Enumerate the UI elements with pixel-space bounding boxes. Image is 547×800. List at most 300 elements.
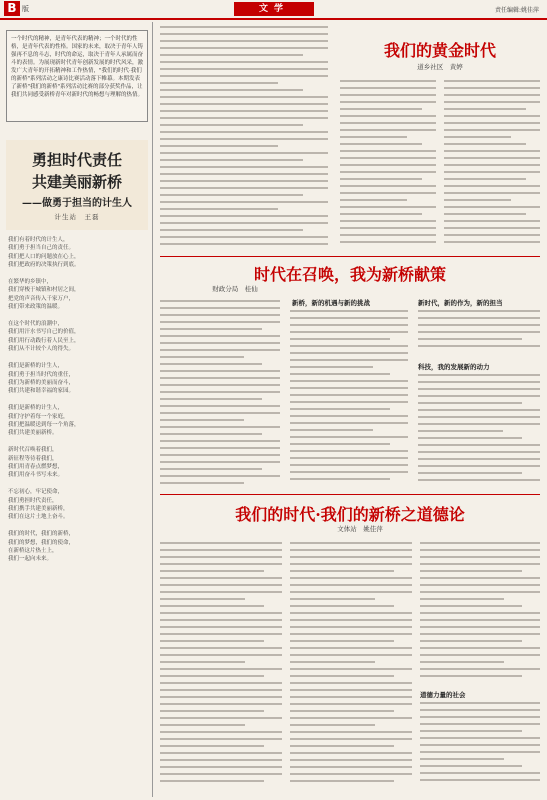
text-line: [420, 737, 540, 739]
text-line: [420, 563, 540, 565]
text-line: [340, 227, 436, 229]
text-line: [160, 26, 328, 28]
text-line: [340, 143, 422, 145]
text-line: [160, 584, 282, 586]
text-line: [418, 423, 540, 425]
text-line: [340, 157, 436, 159]
article-body-text: [340, 80, 436, 254]
text-line: [160, 208, 278, 210]
text-line: [290, 738, 412, 740]
text-line: [160, 752, 282, 754]
text-line: [290, 696, 412, 698]
text-line: [290, 619, 412, 621]
text-line: [290, 668, 412, 670]
page-label: 版: [22, 5, 29, 13]
text-line: [420, 549, 540, 551]
text-line: [160, 766, 282, 768]
text-line: [290, 570, 394, 572]
text-line: [290, 387, 408, 389]
text-line: [160, 370, 280, 372]
text-line: [290, 401, 408, 403]
article-body-text: [420, 702, 540, 792]
article-body-text: [420, 542, 540, 682]
text-line: [420, 626, 540, 628]
text-line: [444, 227, 540, 229]
text-line: [290, 317, 408, 319]
section-divider: [160, 256, 540, 257]
poem-line: 在新桥这片热土上，: [8, 548, 58, 555]
text-line: [290, 408, 390, 410]
text-line: [160, 68, 328, 70]
text-line: [160, 356, 244, 358]
poem-line: 我们把人口的问题放在心上，: [8, 253, 80, 260]
header-rule: [0, 18, 547, 20]
text-line: [160, 405, 280, 407]
text-line: [160, 173, 328, 175]
text-line: [340, 192, 436, 194]
text-line: [160, 243, 328, 245]
text-line: [290, 429, 373, 431]
poem-line: 我们的时代，我们的新桥，: [8, 531, 75, 538]
text-line: [290, 612, 412, 614]
text-line: [444, 241, 540, 243]
text-line: [160, 363, 262, 365]
text-line: [340, 164, 436, 166]
text-line: [160, 384, 280, 386]
text-line: [340, 108, 422, 110]
text-line: [160, 724, 245, 726]
text-line: [290, 359, 408, 361]
text-line: [290, 703, 412, 705]
poem-subtitle: ——做勇于担当的计生人: [22, 198, 132, 209]
text-line: [290, 633, 412, 635]
poem-line: 我们带来政策的温暖。: [8, 304, 64, 311]
poem-line: [8, 396, 146, 404]
text-line: [290, 450, 408, 452]
poem-line: 我们是新桥的计生人，: [8, 363, 64, 370]
poem-line: 我们勇于担当时代的重任，: [8, 371, 75, 378]
article3-subhead-1: 道德力量的社会: [420, 691, 466, 699]
poem-line: 我们用奋斗书写未来。: [8, 472, 64, 479]
text-line: [160, 598, 245, 600]
text-line: [160, 236, 328, 238]
text-line: [160, 194, 303, 196]
text-line: [418, 416, 540, 418]
text-line: [444, 108, 526, 110]
article-body-text: [160, 26, 328, 254]
text-line: [420, 730, 522, 732]
text-line: [340, 234, 436, 236]
text-line: [160, 619, 282, 621]
text-line: [290, 752, 412, 754]
text-line: [160, 391, 280, 393]
text-line: [160, 647, 282, 649]
text-line: [444, 164, 540, 166]
text-line: [418, 331, 540, 333]
text-line: [160, 54, 303, 56]
text-line: [418, 479, 540, 481]
text-line: [160, 461, 280, 463]
text-line: [160, 82, 278, 84]
text-line: [340, 136, 407, 138]
text-line: [418, 317, 540, 319]
text-line: [160, 335, 280, 337]
text-line: [160, 131, 328, 133]
article-body-text: [290, 310, 408, 490]
text-line: [418, 451, 540, 453]
text-line: [160, 328, 262, 330]
text-line: [418, 430, 503, 432]
text-line: [290, 731, 412, 733]
article-body-text: [418, 310, 540, 354]
text-line: [420, 765, 522, 767]
text-line: [160, 738, 282, 740]
text-line: [160, 152, 328, 154]
text-line: [340, 185, 436, 187]
text-line: [290, 345, 408, 347]
text-line: [290, 766, 412, 768]
poem-line: 我们守护着每一个家庭，: [8, 413, 69, 420]
text-line: [160, 570, 264, 572]
text-line: [418, 409, 540, 411]
text-line: [420, 702, 540, 704]
poem-line: 我们有着时代的计生人，: [8, 237, 69, 243]
text-line: [290, 654, 412, 656]
text-line: [290, 366, 373, 368]
text-line: [420, 570, 522, 572]
text-line: [420, 591, 540, 593]
text-line: [160, 773, 282, 775]
text-line: [290, 717, 412, 719]
text-line: [160, 124, 303, 126]
text-line: [160, 349, 280, 351]
text-line: [160, 577, 282, 579]
text-line: [160, 675, 264, 677]
text-line: [160, 542, 282, 544]
text-line: [420, 647, 540, 649]
article2-subhead-1: 新桥，新的机遇与新的挑战: [292, 299, 370, 307]
poem-line: 我们从不计较个人的得失。: [8, 346, 75, 353]
text-line: [444, 129, 540, 131]
article-body-text: [160, 300, 280, 490]
article2-subhead-3: 科技，我的发展新的动力: [418, 363, 490, 371]
text-line: [160, 201, 328, 203]
article1-title: 我们的黄金时代: [383, 41, 496, 60]
article-body-text: [160, 542, 282, 792]
text-line: [160, 640, 264, 642]
text-line: [420, 556, 540, 558]
text-line: [418, 402, 522, 404]
text-line: [160, 110, 328, 112]
text-line: [290, 380, 408, 382]
text-line: [290, 759, 412, 761]
article2-subhead-2: 新时代，新的作为，新的担当: [418, 299, 503, 307]
article2-title: 时代在召唤，我为新桥献策: [253, 265, 446, 284]
text-line: [290, 394, 408, 396]
text-line: [420, 598, 504, 600]
poem-body: [8, 236, 146, 791]
text-line: [160, 89, 303, 91]
text-line: [418, 465, 540, 467]
text-line: [418, 338, 522, 340]
text-line: [444, 206, 540, 208]
poem-line: 我们是新桥的计生人，: [8, 405, 64, 412]
text-line: [420, 675, 522, 677]
text-line: [290, 352, 408, 354]
text-line: [290, 310, 408, 312]
text-line: [290, 724, 375, 726]
text-line: [160, 710, 264, 712]
text-line: [420, 723, 540, 725]
poem-line: 我们用汗水书写自己的价值，: [8, 329, 80, 336]
page-header: [0, 0, 547, 18]
text-line: [160, 661, 245, 663]
text-line: [160, 468, 262, 470]
text-line: [290, 605, 394, 607]
text-line: [420, 633, 540, 635]
page-number-badge: B: [4, 1, 20, 16]
text-line: [444, 178, 526, 180]
text-line: [160, 103, 328, 105]
text-line: [290, 471, 408, 473]
text-line: [444, 185, 540, 187]
text-line: [160, 307, 280, 309]
poem-line: 我们共建和谐幸福的家园。: [8, 388, 75, 395]
text-line: [290, 563, 412, 565]
text-line: [160, 563, 282, 565]
text-line: [418, 381, 540, 383]
text-line: [444, 192, 540, 194]
text-line: [444, 150, 540, 152]
text-line: [160, 75, 328, 77]
text-line: [160, 626, 282, 628]
text-line: [160, 321, 280, 323]
text-line: [444, 157, 540, 159]
text-line: [340, 115, 436, 117]
text-line: [160, 166, 328, 168]
text-line: [420, 640, 522, 642]
text-line: [290, 577, 412, 579]
text-line: [160, 717, 282, 719]
text-line: [340, 87, 436, 89]
text-line: [160, 482, 244, 484]
text-line: [290, 415, 408, 417]
poem-title-line1: 勇担时代责任: [31, 151, 122, 169]
poem-line: 在繁华的乡镇中，: [8, 279, 53, 286]
poem-line: [8, 312, 146, 320]
text-line: [160, 703, 282, 705]
text-line: [420, 661, 504, 663]
text-line: [160, 682, 282, 684]
article-body-text: [444, 80, 540, 254]
text-line: [160, 377, 280, 379]
poem-author: 计生站 王磊: [54, 213, 100, 221]
text-line: [340, 199, 407, 201]
text-line: [160, 633, 282, 635]
text-line: [420, 772, 540, 774]
text-line: [290, 675, 394, 677]
text-line: [444, 220, 540, 222]
text-line: [420, 779, 540, 781]
text-line: [160, 314, 280, 316]
text-line: [420, 584, 540, 586]
text-line: [340, 220, 436, 222]
text-line: [160, 759, 282, 761]
poem-line: 不忘初心，牢记使命，: [8, 489, 64, 496]
text-line: [444, 213, 526, 215]
text-line: [420, 619, 540, 621]
text-line: [290, 584, 412, 586]
text-line: [444, 143, 526, 145]
text-line: [160, 447, 280, 449]
text-line: [420, 709, 540, 711]
text-line: [444, 234, 540, 236]
text-line: [160, 138, 328, 140]
poem-line: [8, 480, 146, 488]
poem-title-block: [6, 140, 148, 230]
text-line: [290, 331, 408, 333]
text-line: [160, 47, 328, 49]
text-line: [340, 241, 436, 243]
poem-line: 我们共建美丽新桥。: [8, 430, 58, 437]
text-line: [444, 171, 540, 173]
text-line: [420, 668, 540, 670]
poem-line: [8, 438, 146, 446]
text-line: [444, 94, 540, 96]
poem-line: 新征程等待着我们，: [8, 455, 58, 462]
text-line: [420, 758, 504, 760]
poem-line: 我们勇担时代责任，: [8, 497, 58, 504]
text-line: [290, 556, 412, 558]
text-line: [340, 94, 436, 96]
text-line: [340, 122, 436, 124]
text-line: [160, 440, 280, 442]
article3-title: 我们的时代·我们的新桥之道德论: [235, 505, 465, 524]
article2-byline: 财政分局 桂仙: [212, 285, 258, 293]
text-line: [290, 324, 408, 326]
poem-line: 我们勇于担当自己的责任。: [8, 245, 75, 252]
poem-line: 我们一起向未来。: [8, 556, 53, 563]
poem-line: 新时代召唤着我们，: [8, 447, 58, 454]
poem-line: 我们用青春点燃梦想，: [8, 463, 64, 470]
text-line: [340, 171, 436, 173]
text-line: [420, 654, 540, 656]
text-line: [160, 780, 264, 782]
intro-box: [6, 30, 148, 122]
text-line: [290, 626, 412, 628]
text-line: [444, 115, 540, 117]
text-line: [444, 122, 540, 124]
text-line: [290, 464, 408, 466]
text-line: [160, 433, 262, 435]
text-line: [290, 478, 390, 480]
column-divider: [152, 22, 153, 797]
text-line: [444, 87, 540, 89]
poem-line: 我们把政府的决策执行到底。: [8, 262, 80, 269]
text-line: [444, 101, 540, 103]
text-line: [290, 661, 375, 663]
article-body-text: [290, 542, 412, 792]
text-line: [290, 373, 390, 375]
text-line: [160, 549, 282, 551]
text-line: [290, 598, 375, 600]
text-line: [444, 80, 540, 82]
text-line: [420, 612, 540, 614]
text-line: [160, 33, 328, 35]
text-line: [160, 419, 244, 421]
text-line: [290, 773, 412, 775]
text-line: [160, 426, 280, 428]
text-line: [290, 542, 412, 544]
text-line: [418, 374, 540, 376]
article-body-text: [418, 374, 540, 490]
text-line: [340, 178, 422, 180]
text-line: [290, 780, 394, 782]
text-line: [160, 40, 328, 42]
text-line: [160, 159, 303, 161]
text-line: [290, 682, 412, 684]
text-line: [160, 222, 328, 224]
text-line: [444, 136, 511, 138]
poem-line: [8, 270, 146, 278]
text-line: [418, 437, 522, 439]
poem-line: 我们为新桥的美丽而奋斗，: [8, 379, 75, 386]
text-line: [420, 542, 540, 544]
text-line: [418, 444, 540, 446]
text-line: [160, 342, 280, 344]
text-line: [160, 731, 282, 733]
text-line: [160, 612, 282, 614]
text-line: [290, 443, 390, 445]
text-line: [290, 549, 412, 551]
text-line: [418, 324, 540, 326]
intro-text: 一个时代的精神，是青年代表的精神；一个时代的性格，是青年代表的性格。国家的未来，取决于青年人铸强再不息的斗志，时代的命运，取决于青年人承属而奋斗的表情。为展现新时代青年创新发展的时代风采，激发广大青年的开拓精神和工作热情，"我们的时代·我们的新桥"系列活动之康诗比赛活动落下帷幕。本期发表了新桥"我们的新桥"系列活动比赛的部分获奖作品，让我们共同感受新桥青年对新时代的畅想与理解的热情。: [11, 36, 144, 98]
editor-line: 责任编辑:姚佳萍: [494, 7, 539, 14]
poem-line: 在这个时代的浪潮中，: [8, 321, 64, 328]
text-line: [420, 577, 540, 579]
text-line: [160, 145, 278, 147]
text-line: [160, 412, 280, 414]
text-line: [160, 696, 282, 698]
text-line: [160, 229, 303, 231]
poem-line: 把党的声音传入千家万户，: [8, 295, 75, 302]
text-line: [340, 206, 436, 208]
poem-line: 我们用行动践行着人民至上，: [8, 337, 80, 344]
text-line: [160, 96, 328, 98]
article3-byline: 文体站 姚佳萍: [337, 525, 383, 533]
text-line: [160, 654, 282, 656]
poem-line: 我们的梦想，我们的使命，: [8, 539, 75, 546]
text-line: [160, 61, 328, 63]
text-line: [160, 475, 280, 477]
section-tab: 文学: [234, 2, 314, 16]
text-line: [340, 150, 436, 152]
text-line: [444, 199, 511, 201]
text-line: [160, 556, 282, 558]
text-line: [290, 647, 412, 649]
text-line: [160, 117, 328, 119]
text-line: [160, 180, 328, 182]
text-line: [420, 744, 540, 746]
poem-line: 我们在这片土地上奋斗。: [8, 514, 69, 521]
text-line: [340, 101, 436, 103]
poem-line: [8, 522, 146, 530]
text-line: [290, 338, 390, 340]
text-line: [290, 422, 408, 424]
text-line: [418, 345, 540, 347]
text-line: [160, 215, 328, 217]
text-line: [340, 129, 436, 131]
